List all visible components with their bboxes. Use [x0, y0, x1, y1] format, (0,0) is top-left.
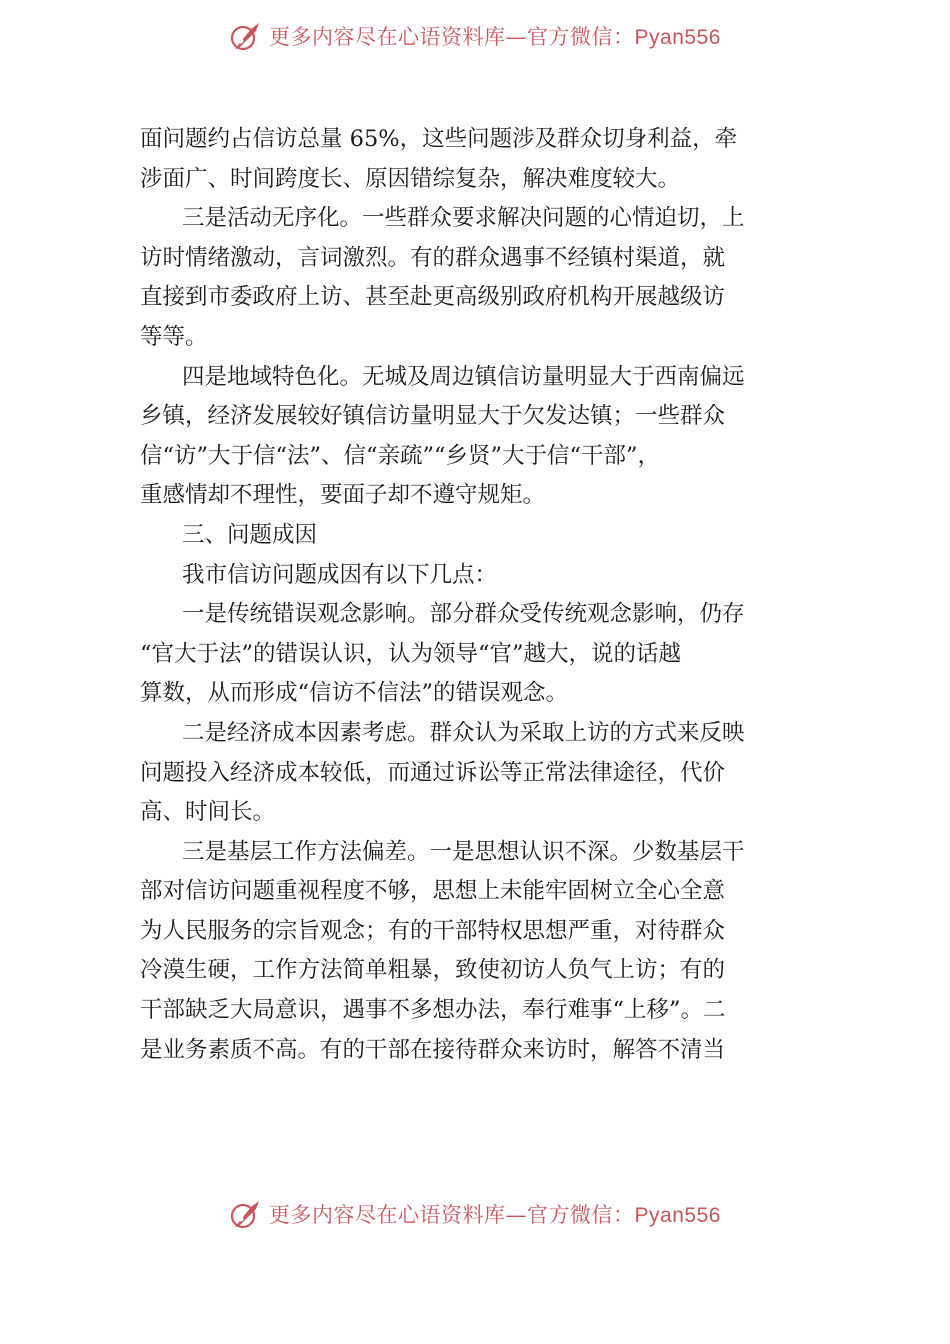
body-line: 涉面广、时间跨度长、原因错综复杂，解决难度较大。	[140, 165, 681, 192]
body-line: 重感情却不理性，要面子却不遵守规矩。	[140, 482, 546, 509]
banner-text-cn: 更多内容尽在心语资料库—官方微信：	[269, 1203, 635, 1227]
footer-banner	[0, 1194, 950, 1234]
body-line: 问题投入经济成本较低，而通过诉讼等正常法律途径，代价	[140, 759, 726, 786]
banner-wechat-id: Pyan556	[634, 26, 721, 49]
quill-pen-logo-icon	[229, 1197, 263, 1231]
body-line: 信“访”大于信“法”、信“亲疏”“乡贤”大于信“干部”，	[140, 442, 661, 469]
document-body	[140, 120, 808, 1070]
banner-text	[269, 21, 721, 51]
banner-wechat-id: Pyan556	[634, 1204, 721, 1227]
body-line: 等等。	[140, 323, 208, 350]
body-line: 乡镇，经济发展较好镇信访量明显大于欠发达镇；一些群众	[140, 403, 726, 430]
body-line: 三是基层工作方法偏差。一是思想认识不深。少数基层干	[182, 838, 745, 865]
body-line: 高、时间长。	[140, 799, 276, 826]
section-heading: 三、问题成因	[182, 521, 318, 548]
body-line: 我市信访问题成因有以下几点：	[182, 561, 498, 588]
body-line: 四是地域特色化。无城及周边镇信访量明显大于西南偏远	[182, 363, 745, 390]
body-line: 二是经济成本因素考虑。群众认为采取上访的方式来反映	[182, 719, 745, 746]
banner-text	[269, 1199, 721, 1229]
body-line: 直接到市委政府上访、甚至赴更高级别政府机构开展越级访	[140, 284, 726, 311]
header-banner	[0, 16, 950, 56]
quill-pen-logo-icon	[229, 19, 263, 53]
body-line: 冷漠生硬，工作方法简单粗暴，致使初访人负气上访；有的	[140, 957, 726, 984]
body-line: 一是传统错误观念影响。部分群众受传统观念影响，仍存	[182, 601, 745, 628]
body-line: 是业务素质不高。有的干部在接待群众来访时，解答不清当	[140, 1036, 726, 1063]
banner-text-cn: 更多内容尽在心语资料库—官方微信：	[269, 25, 635, 49]
body-line: 面问题约占信访总量 65%，这些问题涉及群众切身利益，牵	[140, 126, 738, 152]
body-line: 干部缺乏大局意识，遇事不多想办法，奉行难事“上移”。二	[140, 997, 726, 1024]
body-line: “官大于法”的错误认识，认为领导“官”越大，说的话越	[140, 640, 682, 667]
body-line: 访时情绪激动，言词激烈。有的群众遇事不经镇村渠道，就	[140, 244, 726, 271]
body-line: 部对信访问题重视程度不够，思想上未能牢固树立全心全意	[140, 878, 726, 905]
body-line: 为人民服务的宗旨观念；有的干部特权思想严重，对待群众	[140, 917, 726, 944]
body-line: 算数，从而形成“信访不信法”的错误观念。	[140, 680, 569, 707]
body-line: 三是活动无序化。一些群众要求解决问题的心情迫切，上	[182, 205, 745, 232]
